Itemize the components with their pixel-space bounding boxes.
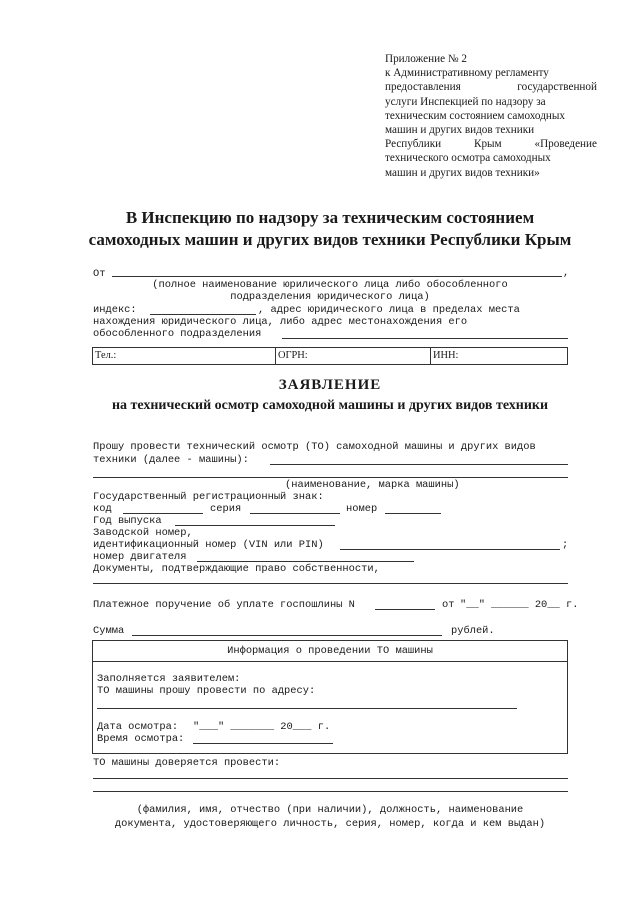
payment-number-field[interactable] <box>375 609 435 610</box>
from-label: От <box>93 268 106 280</box>
trust-hint: (фамилия, имя, отчество (при наличии), должность, наименование <box>136 804 524 816</box>
filled-by-label: Заполняется заявителем: <box>97 673 241 685</box>
inn-cell[interactable]: ИНН: <box>433 350 459 361</box>
appendix-line <box>385 80 597 94</box>
contacts-table <box>92 347 568 365</box>
from-comma: , <box>563 267 570 279</box>
number-field[interactable] <box>385 513 441 514</box>
vin-label: идентификационный номер (VIN или PIN) <box>93 539 324 551</box>
machine-name-field[interactable] <box>270 464 568 465</box>
address-text: , адрес юридического лица в пределах места <box>258 304 520 316</box>
vin-field[interactable] <box>340 549 560 550</box>
code-label: код <box>93 503 112 515</box>
inspection-address-field[interactable] <box>97 708 517 709</box>
inspection-date-field[interactable]: "___" _______ 20___ г. <box>193 721 331 733</box>
document-title: ЗАЯВЛЕНИЕ <box>278 377 382 393</box>
code-field[interactable] <box>123 513 203 514</box>
vin-semicolon: ; <box>562 539 569 551</box>
appendix-block <box>385 52 597 180</box>
addressee-line: самоходных машин и других видов техники Республики Крым <box>88 230 572 249</box>
addressee-heading <box>60 207 600 251</box>
appendix-word: «Проведение <box>534 138 597 151</box>
phone-cell[interactable]: Тел.: <box>93 348 276 364</box>
appendix-word: государственной <box>517 81 597 94</box>
index-field[interactable] <box>150 314 256 315</box>
appendix-line: машин и других видов техники» <box>385 166 540 179</box>
reg-sign-label: Государственный регистрационный знак: <box>93 491 324 503</box>
appendix-line: Приложение № 2 <box>385 53 467 65</box>
applicant-name-field[interactable] <box>112 276 562 277</box>
number-label: номер <box>346 503 378 515</box>
sum-field[interactable] <box>132 635 442 636</box>
appendix-word: Крым <box>473 138 502 151</box>
applicant-hint: подразделения юридического лица) <box>230 291 430 303</box>
appendix-line: машин и других видов техники <box>385 124 535 137</box>
inspection-time-field[interactable] <box>193 743 333 744</box>
rubles-label: рублей. <box>451 625 495 637</box>
trust-hint: документа, удостоверяющего личность, серия, номер, когда и кем выдан) <box>114 818 546 830</box>
trust-label: ТО машины доверяется провести: <box>93 757 281 769</box>
inspection-info-box <box>92 640 568 754</box>
engine-no-label: номер двигателя <box>93 551 187 563</box>
factory-no-label: Заводской номер, <box>93 527 193 539</box>
trust-field-1[interactable] <box>93 778 568 779</box>
machine-name-field-2[interactable] <box>93 477 568 478</box>
appendix-line <box>385 137 597 151</box>
inspection-time-label: Время осмотра: <box>97 733 185 745</box>
address-text: нахождения юридического лица, либо адрес местонахождения его <box>93 316 468 328</box>
address-text: обособленного подразделения <box>93 328 262 340</box>
trust-field-2[interactable] <box>93 791 568 792</box>
year-field[interactable] <box>175 525 335 526</box>
applicant-hint: (полное наименование юрилического лица либо обособленного <box>152 279 508 291</box>
appendix-line: услуги Инспекцией по надзору за <box>385 95 546 108</box>
info-box-header: Информация о проведении ТО машины <box>93 641 567 662</box>
appendix-word: Республики <box>385 138 442 151</box>
request-text: техники (далее - машины): <box>93 454 249 466</box>
engine-no-field[interactable] <box>197 561 414 562</box>
machine-hint: (наименование, марка машины) <box>285 479 460 491</box>
payment-date[interactable]: "__" ______ 20__ г. <box>460 599 579 611</box>
payment-from-label: от <box>442 599 455 611</box>
document-subtitle: на технический осмотр самоходной машины и других видов техники <box>111 398 549 413</box>
ownership-docs-label: Документы, подтверждающие право собственности, <box>93 563 380 575</box>
payment-label: Платежное поручение об уплате госпошлины N <box>93 599 355 611</box>
year-label: Год выпуска <box>93 515 162 527</box>
ownership-docs-field[interactable] <box>93 583 568 584</box>
appendix-line: технического осмотра самоходных <box>385 152 551 165</box>
addressee-line: В Инспекцию по надзору за техническим состоянием <box>125 208 535 227</box>
series-label: серия <box>210 503 242 515</box>
appendix-line: к Административному регламенту <box>385 67 549 80</box>
inspection-date-label: Дата осмотра: <box>97 721 179 733</box>
request-text: Прошу провести технический осмотр (ТО) самоходной машины и других видов <box>93 441 536 453</box>
address-field[interactable] <box>282 338 568 339</box>
inspection-address-label: ТО машины прошу провести по адресу: <box>97 685 316 697</box>
series-field[interactable] <box>250 513 340 514</box>
sum-label: Сумма <box>93 625 125 637</box>
appendix-line: техническим состоянием самоходных <box>385 109 565 122</box>
appendix-word: предоставления <box>385 81 461 94</box>
index-label: индекс: <box>93 304 137 316</box>
ogrn-cell[interactable]: ОГРН: <box>276 348 431 364</box>
